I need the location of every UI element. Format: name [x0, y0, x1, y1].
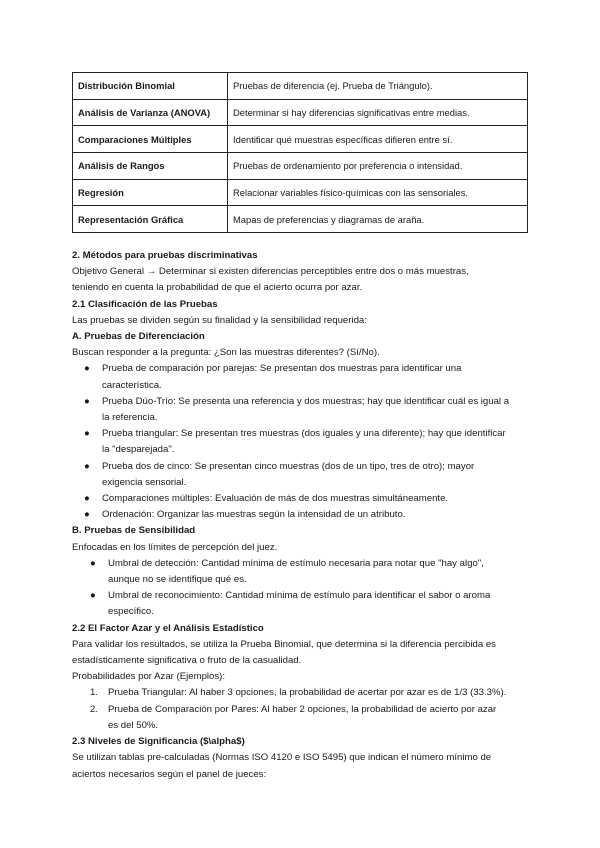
- bullet-icon: ●: [84, 428, 90, 440]
- list-item-line: Prueba Dúo-Trío: Se presenta una referencia y dos muestras; hay que identificar cuál es igual a: [102, 395, 510, 407]
- table-cell-method: Análisis de Varianza (ANOVA): [73, 99, 228, 126]
- paragraph-line: teniendo en cuenta la probabilidad de que el acierto ocurra por azar.: [72, 282, 363, 294]
- bullet-list: [72, 361, 532, 523]
- table-cell-use: Relacionar variables físico-químicas con las sensoriales.: [228, 179, 528, 206]
- paragraph-line: Las pruebas se dividen según su finalidad y la sensibilidad requerida:: [72, 314, 367, 326]
- list-item-line: aunque no se identifique qué es.: [108, 574, 247, 586]
- paragraph-line: aciertos necesarios según el panel de jueces:: [72, 768, 267, 780]
- list-item-line: es del 50%.: [108, 719, 159, 731]
- list-item: [72, 702, 532, 734]
- section-heading: 2. Métodos para pruebas discriminativas: [72, 250, 258, 261]
- list-item-line: Umbral de detección: Cantidad mínima de estímulo necesaria para notar que "hay algo",: [108, 557, 484, 569]
- list-item-line: Prueba Triangular: Al haber 3 opciones, la probabilidad de acertar por azar es de 1/3 (33.3%).: [108, 687, 507, 699]
- table-cell-use: Pruebas de ordenamiento por preferencia o intensidad.: [228, 153, 528, 180]
- subsection-heading: 2.3 Niveles de Significancia ($\alpha$): [72, 736, 245, 748]
- table-cell-method: Representación Gráfica: [73, 206, 228, 233]
- table-row: [73, 153, 528, 180]
- table-cell-use: Mapas de preferencias y diagramas de araña.: [228, 206, 528, 233]
- list-item-line: Prueba de comparación por parejas: Se presentan dos muestras para identificar una: [102, 363, 462, 375]
- table-cell-method: Distribución Binomial: [73, 73, 228, 100]
- list-item-line: Umbral de reconocimiento: Cantidad mínima de estímulo para identificar el sabor o aroma: [108, 590, 491, 602]
- table-cell-method: Comparaciones Múltiples: [73, 126, 228, 153]
- bullet-icon: ●: [84, 509, 90, 521]
- table-row: [73, 73, 528, 100]
- paragraph-line: Para validar los resultados, se utiliza la Prueba Binomial, que determina si la diferencia percibida es: [72, 638, 496, 650]
- list-item-line: exigencia sensorial.: [102, 476, 187, 488]
- paragraph-line: Se utilizan tablas pre-calculadas (Normas ISO 4120 e ISO 5495) que indican el número mínimo de: [72, 752, 492, 764]
- table-cell-use: Pruebas de diferencia (ej. Prueba de Triángulo).: [228, 73, 528, 100]
- bullet-icon: ●: [84, 395, 90, 407]
- bullet-icon: ●: [90, 557, 96, 569]
- list-item: [72, 556, 532, 588]
- bullet-icon: ●: [90, 590, 96, 602]
- subsection-heading: 2.2 El Factor Azar y el Análisis Estadístico: [72, 622, 264, 634]
- bullet-icon: ●: [84, 493, 90, 505]
- paragraph-line: estadísticamente significativa o fruto de la casualidad.: [72, 655, 302, 667]
- list-item: [72, 588, 532, 620]
- list-item: [72, 394, 532, 426]
- list-item: [72, 459, 532, 491]
- table-cell-method: Análisis de Rangos: [73, 153, 228, 180]
- table-row: [73, 179, 528, 206]
- bullet-icon: ●: [84, 460, 90, 472]
- document-body: [72, 248, 532, 783]
- list-item: [72, 507, 532, 523]
- list-item: [72, 491, 532, 507]
- paragraph-line: Probabilidades por Azar (Ejemplos):: [72, 671, 226, 683]
- bullet-list: [72, 556, 532, 621]
- list-number: 2.: [90, 703, 99, 715]
- subsection-heading: A. Pruebas de Diferenciación: [72, 331, 205, 343]
- subsection-heading: 2.1 Clasificación de las Pruebas: [72, 298, 218, 310]
- table-row: [73, 126, 528, 153]
- list-item-line: específico.: [108, 606, 154, 618]
- table-cell-method: Regresión: [73, 179, 228, 206]
- list-item-line: la referencia.: [102, 412, 158, 424]
- list-item-line: Prueba triangular: Se presentan tres muestras (dos iguales y una diferente); hay que identificar: [102, 428, 506, 440]
- list-item-line: característica.: [102, 379, 162, 391]
- numbered-list: [72, 685, 532, 734]
- list-item-line: Prueba dos de cinco: Se presentan cinco muestras (dos de un tipo, tres de otro); mayor: [102, 460, 475, 472]
- list-item: [72, 426, 532, 458]
- table-cell-use: Determinar si hay diferencias significativas entre medias.: [228, 99, 528, 126]
- paragraph-line: Buscan responder a la pregunta: ¿Son las muestras diferentes? (Sí/No).: [72, 347, 380, 359]
- table-row: [73, 206, 528, 233]
- list-item: [72, 685, 532, 701]
- list-item-line: Ordenación: Organizar las muestras según la intensidad de un atributo.: [102, 509, 406, 521]
- list-item-line: Comparaciones múltiples: Evaluación de más de dos muestras simultáneamente.: [102, 493, 449, 505]
- table-row: [73, 99, 528, 126]
- bullet-icon: ●: [84, 363, 90, 375]
- methods-table: [72, 72, 528, 233]
- table-cell-use: Identificar qué muestras específicas difieren entre sí.: [228, 126, 528, 153]
- subsection-heading: B. Pruebas de Sensibilidad: [72, 525, 196, 537]
- paragraph-line: Enfocadas en los límites de percepción del juez.: [72, 541, 278, 553]
- list-item: [72, 361, 532, 393]
- list-item-line: la "desparejada".: [102, 444, 175, 456]
- list-number: 1.: [90, 687, 99, 699]
- list-item-line: Prueba de Comparación por Pares: Al haber 2 opciones, la probabilidad de acierto por azar: [108, 703, 497, 715]
- paragraph-line: Objetivo General → Determinar si existen diferencias perceptibles entre dos o más muestras,: [72, 266, 469, 278]
